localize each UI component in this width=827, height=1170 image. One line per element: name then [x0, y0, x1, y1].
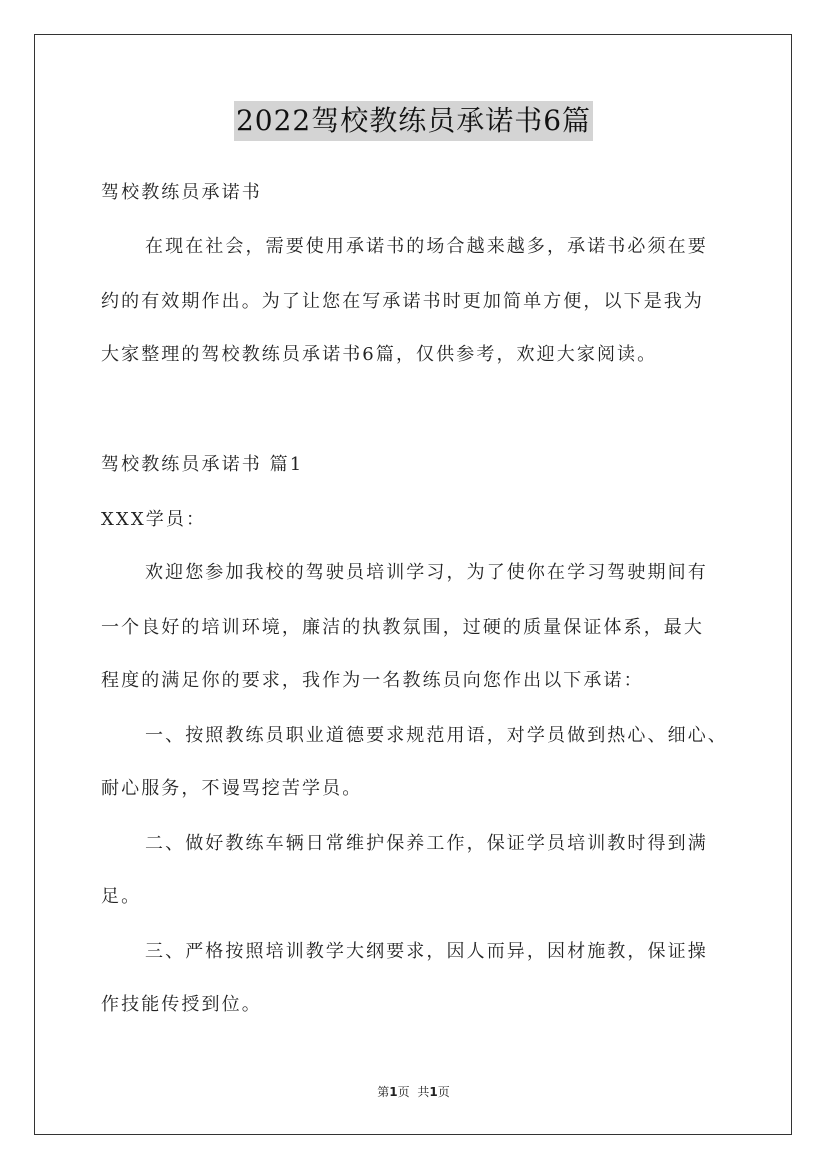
- body-line-7: 足。: [101, 886, 142, 907]
- body-line-6: 二、做好教练车辆日常维护保养工作，保证学员培训教时得到满: [145, 833, 708, 854]
- section-heading: 驾校教练员承诺书 篇1: [101, 454, 304, 475]
- page-prefix: 第: [377, 1085, 390, 1099]
- body-line-4: 一、按照教练员职业道德要求规范用语，对学员做到热心、细心、: [145, 725, 728, 746]
- body-line-3: 程度的满足你的要求，我作为一名教练员向您作出以下承诺：: [101, 670, 644, 691]
- body-line-1: 欢迎您参加我校的驾驶员培训学习，为了使你在学习驾驶期间有: [145, 562, 708, 583]
- doc-heading: 驾校教练员承诺书: [101, 182, 262, 203]
- intro-line-1: 在现在社会，需要使用承诺书的场合越来越多，承诺书必须在要: [145, 236, 708, 257]
- body-line-8: 三、严格按照培训教学大纲要求，因人而异，因材施教，保证操: [145, 941, 708, 962]
- document-title: 2022驾校教练员承诺书6篇: [234, 101, 593, 141]
- page-footer: [0, 1083, 827, 1100]
- body-line-2: 一个良好的培训环境，廉洁的执教氛围，过硬的质量保证体系，最大: [101, 617, 704, 638]
- intro-line-2: 约的有效期作出。为了让您在写承诺书时更加简单方便，以下是我为: [101, 291, 704, 312]
- page-number: 1: [389, 1085, 398, 1099]
- salutation: XXX学员：: [101, 509, 207, 530]
- title-container: [0, 101, 827, 141]
- body-line-5: 耐心服务，不谩骂挖苦学员。: [101, 778, 363, 799]
- body-line-9: 作技能传授到位。: [101, 994, 262, 1015]
- intro-line-3: 大家整理的驾校教练员承诺书6篇，仅供参考，欢迎大家阅读。: [101, 344, 658, 365]
- page-suffix: 页: [397, 1085, 410, 1099]
- total-pages: 1: [429, 1085, 438, 1099]
- total-prefix: 共: [417, 1085, 430, 1099]
- total-suffix: 页: [437, 1085, 450, 1099]
